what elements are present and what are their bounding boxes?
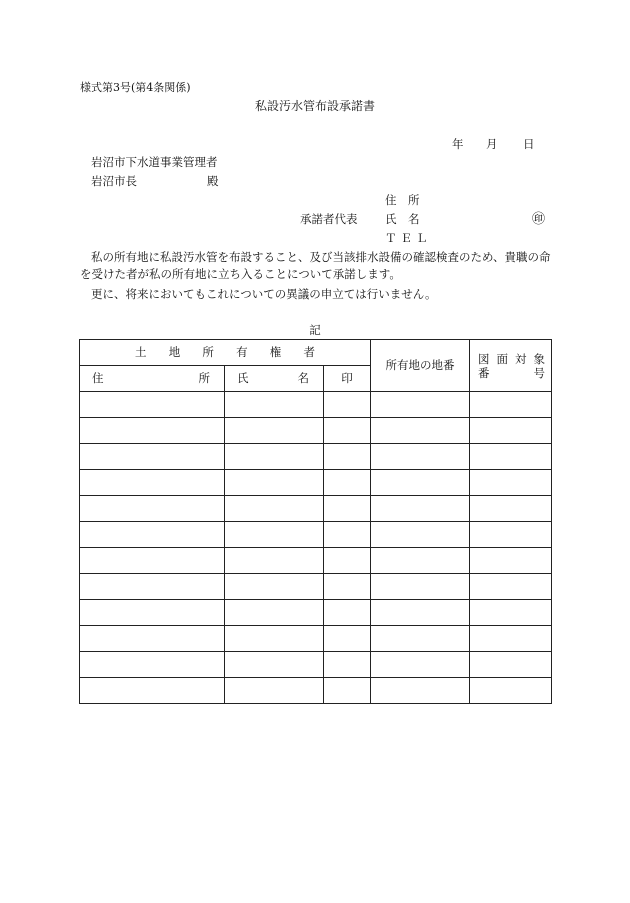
address-cell[interactable] — [80, 470, 225, 496]
consenter-role: 承諾者代表 — [300, 212, 358, 226]
addressee-person: 岩沼市長 — [91, 174, 137, 188]
header-lot-number: 所有地の地番 — [371, 340, 470, 392]
drawing-number-cell[interactable] — [470, 652, 552, 678]
owner-consent-table — [79, 339, 552, 704]
address-cell[interactable] — [80, 652, 225, 678]
addressee-organization: 岩沼市下水道事業管理者 — [91, 155, 218, 169]
consent-paragraph: 私の所有地に私設汚水管を布設すること、及び当該排水設備の確認検査のため、貴職の命を受けた者が私の所有地に立ち入ることについて承諾します。 — [80, 250, 551, 281]
name-label: 氏 名 — [385, 212, 420, 226]
drawing-number-cell[interactable] — [470, 678, 552, 704]
seal-cell[interactable] — [324, 678, 371, 704]
header-landowner-char: 有 — [236, 344, 248, 359]
form-number: 様式第3号(第4条関係) — [80, 81, 191, 94]
header-drawing-char: 番 — [478, 365, 490, 380]
date-month-label: 月 — [486, 137, 498, 151]
addressee-honorific: 殿 — [207, 174, 219, 188]
drawing-number-cell[interactable] — [470, 392, 552, 418]
header-landowner-char: 土 — [135, 344, 147, 359]
table-row — [80, 444, 552, 470]
lot-number-cell[interactable] — [371, 574, 470, 600]
header-name-char: 氏 — [237, 370, 249, 385]
tel-label: ＴＥＬ — [385, 231, 432, 245]
address-cell[interactable] — [80, 574, 225, 600]
name-cell[interactable] — [225, 600, 324, 626]
lot-number-cell[interactable] — [371, 496, 470, 522]
seal-cell[interactable] — [324, 574, 371, 600]
seal-cell[interactable] — [324, 496, 371, 522]
header-address-char: 住 — [92, 370, 104, 385]
address-cell[interactable] — [80, 496, 225, 522]
drawing-number-cell[interactable] — [470, 444, 552, 470]
lot-number-cell[interactable] — [371, 444, 470, 470]
header-drawing-char: 面 — [496, 351, 508, 366]
date-year-label: 年 — [452, 137, 464, 151]
drawing-number-cell[interactable] — [470, 496, 552, 522]
header-landowner-char: 所 — [202, 344, 214, 359]
table-row — [80, 522, 552, 548]
table-row — [80, 600, 552, 626]
address-cell[interactable] — [80, 678, 225, 704]
document-title: 私設汚水管布設承諾書 — [254, 99, 375, 113]
seal-cell[interactable] — [324, 418, 371, 444]
seal-cell[interactable] — [324, 522, 371, 548]
name-cell[interactable] — [225, 574, 324, 600]
drawing-number-cell[interactable] — [470, 470, 552, 496]
header-drawing-char: 象 — [533, 351, 545, 366]
name-cell[interactable] — [225, 522, 324, 548]
lot-number-cell[interactable] — [371, 652, 470, 678]
lot-number-cell[interactable] — [371, 678, 470, 704]
table-row — [80, 678, 552, 704]
header-landowner-char: 地 — [168, 344, 181, 359]
table-row — [80, 574, 552, 600]
address-label: 住 所 — [385, 193, 420, 207]
address-cell[interactable] — [80, 548, 225, 574]
name-cell[interactable] — [225, 548, 324, 574]
header-landowner-char: 者 — [303, 344, 315, 359]
table-row — [80, 418, 552, 444]
name-cell[interactable] — [225, 418, 324, 444]
address-cell[interactable] — [80, 418, 225, 444]
header-drawing-char: 図 — [478, 351, 490, 366]
table-row — [80, 470, 552, 496]
header-landowner-char: 権 — [269, 344, 282, 359]
ki-heading: 記 — [309, 323, 321, 337]
address-cell[interactable] — [80, 444, 225, 470]
table-row — [80, 626, 552, 652]
header-landowner — [80, 340, 371, 366]
address-cell[interactable] — [80, 626, 225, 652]
seal-cell[interactable] — [324, 548, 371, 574]
table-header-row — [80, 340, 552, 366]
header-name — [225, 366, 324, 392]
lot-number-cell[interactable] — [371, 392, 470, 418]
seal-cell[interactable] — [324, 444, 371, 470]
drawing-number-cell[interactable] — [470, 418, 552, 444]
seal-cell[interactable] — [324, 600, 371, 626]
table-row — [80, 652, 552, 678]
lot-number-cell[interactable] — [371, 548, 470, 574]
name-cell[interactable] — [225, 652, 324, 678]
lot-number-cell[interactable] — [371, 600, 470, 626]
lot-number-cell[interactable] — [371, 626, 470, 652]
header-address — [80, 366, 225, 392]
name-cell[interactable] — [225, 392, 324, 418]
name-cell[interactable] — [225, 626, 324, 652]
lot-number-cell[interactable] — [371, 418, 470, 444]
table-row — [80, 496, 552, 522]
lot-number-cell[interactable] — [371, 470, 470, 496]
drawing-number-cell[interactable] — [470, 600, 552, 626]
lot-number-cell[interactable] — [371, 522, 470, 548]
name-cell[interactable] — [225, 496, 324, 522]
header-drawing-number — [470, 340, 552, 392]
drawing-number-cell[interactable] — [470, 574, 552, 600]
seal-cell[interactable] — [324, 470, 371, 496]
address-cell[interactable] — [80, 522, 225, 548]
drawing-number-cell[interactable] — [470, 522, 552, 548]
header-drawing-char: 号 — [533, 365, 545, 380]
header-drawing-char: 対 — [515, 351, 527, 366]
objection-paragraph: 更に、将来においてもこれについての異議の申立ては行いません。 — [91, 287, 437, 301]
seal-cell[interactable] — [324, 626, 371, 652]
seal-cell[interactable] — [324, 392, 371, 418]
header-seal: 印 — [324, 366, 371, 392]
date-day-label: 日 — [523, 137, 535, 151]
header-address-char: 所 — [198, 370, 210, 385]
drawing-number-cell[interactable] — [470, 548, 552, 574]
drawing-number-cell[interactable] — [470, 626, 552, 652]
seal-mark-icon: ㊞ — [532, 212, 546, 227]
name-cell[interactable] — [225, 470, 324, 496]
address-cell[interactable] — [80, 600, 225, 626]
name-cell[interactable] — [225, 444, 324, 470]
name-cell[interactable] — [225, 678, 324, 704]
address-cell[interactable] — [80, 392, 225, 418]
table-row — [80, 548, 552, 574]
header-name-char: 名 — [297, 370, 309, 385]
seal-cell[interactable] — [324, 652, 371, 678]
table-row — [80, 392, 552, 418]
